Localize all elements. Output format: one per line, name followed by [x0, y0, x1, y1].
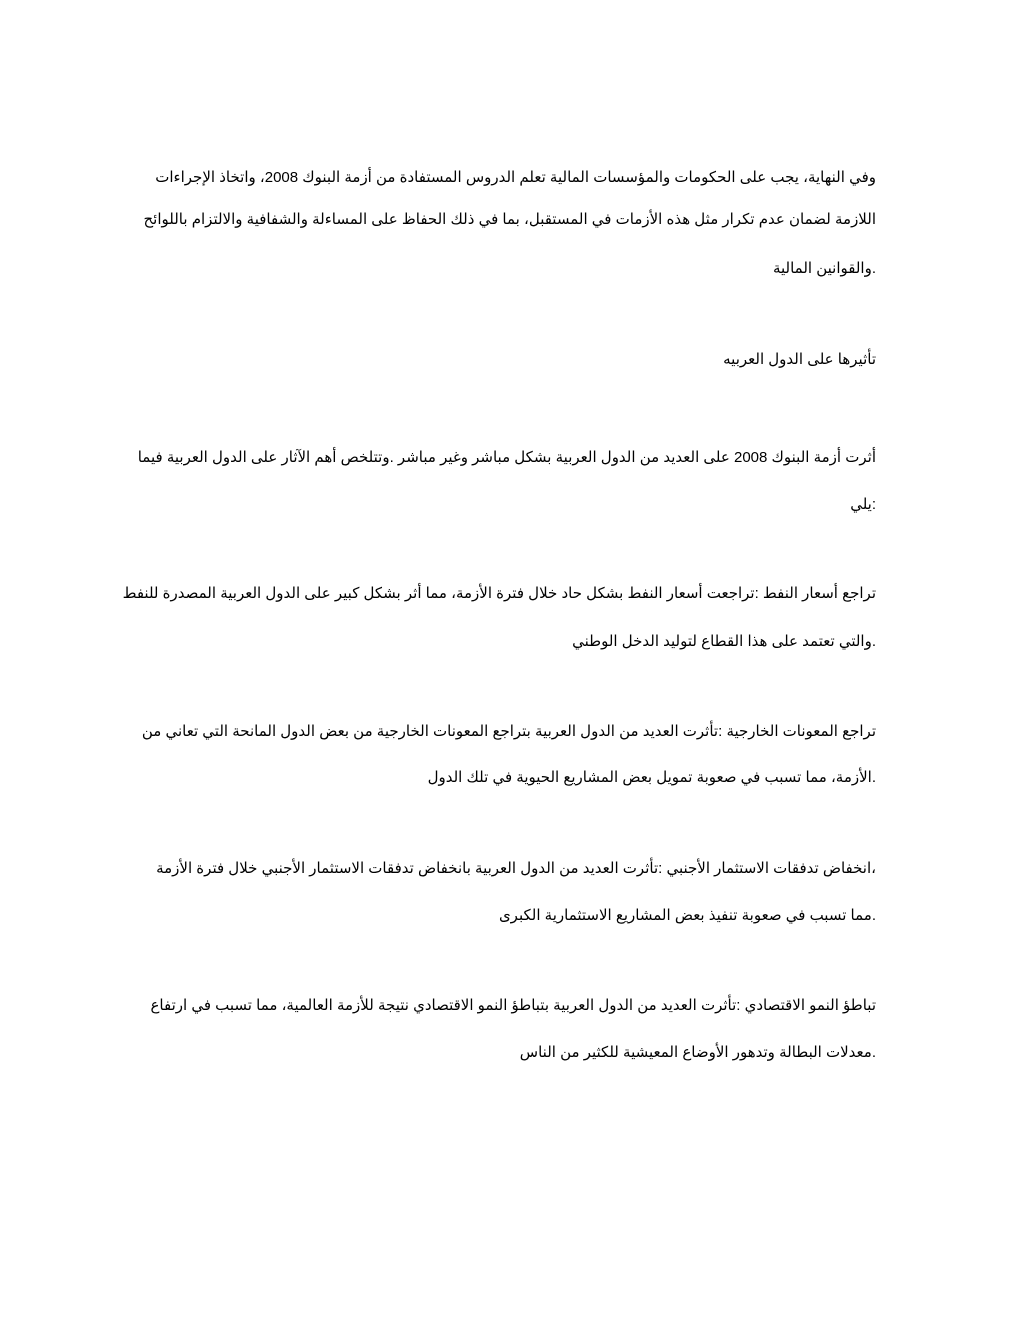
item-aid-line-1: تراجع المعونات الخارجية :تأثرت العديد من الدول العربية بتراجع المعونات الخارجية من بعض الدول المانحة التي تعاني من	[141, 723, 876, 740]
paragraph-2-line-2: :يلي	[850, 496, 876, 513]
item-growth-line-2: .معدلات البطالة وتدهور الأوضاع المعيشية للكثير من الناس	[519, 1044, 876, 1061]
paragraph-1-line-1: وفي النهاية، يجب على الحكومات والمؤسسات المالية تعلم الدروس المستفادة من أزمة البنوك 2008، واتخاذ الإجراءات	[155, 169, 876, 186]
item-oil-line-1: تراجع أسعار النفط :تراجعت أسعار النفط بشكل حاد خلال فترة الأزمة، مما أثر بشكل كبير على الدول العربية المصدرة للنفط	[122, 585, 876, 602]
item-growth-line-1: تباطؤ النمو الاقتصادي :تأثرت العديد من الدول العربية بتباطؤ النمو الاقتصادي نتيجة للأزمة العالمية، مما تسبب في ارتفاع	[150, 997, 876, 1014]
item-investment-line-1: ،انخفاض تدفقات الاستثمار الأجنبي :تأثرت العديد من الدول العربية بانخفاض تدفقات الاستثمار الأجنبي خلال فترة الأزمة	[156, 860, 876, 877]
section-heading: تأثيرها على الدول العربيه	[723, 351, 876, 368]
item-oil-line-2: .والتي تعتمد على هذا القطاع لتوليد الدخل الوطني	[572, 633, 876, 650]
paragraph-1-line-3: .والقوانين المالية	[772, 260, 876, 277]
paragraph-1-line-2: اللازمة لضمان عدم تكرار مثل هذه الأزمات في المستقبل، بما في ذلك الحفاظ على المساءلة والشفافية والالتزام باللوائح	[143, 211, 876, 228]
paragraph-2-line-1: أثرت أزمة البنوك 2008 على العديد من الدول العربية بشكل مباشر وغير مباشر .وتتلخص أهم الآثار على الدول العربية فيما	[137, 449, 876, 466]
item-investment-line-2: .مما تسبب في صعوبة تنفيذ بعض المشاريع الاستثمارية الكبرى	[498, 907, 876, 924]
item-aid-line-2: .الأزمة، مما تسبب في صعوبة تمويل بعض المشاريع الحيوية في تلك الدول	[427, 769, 876, 786]
